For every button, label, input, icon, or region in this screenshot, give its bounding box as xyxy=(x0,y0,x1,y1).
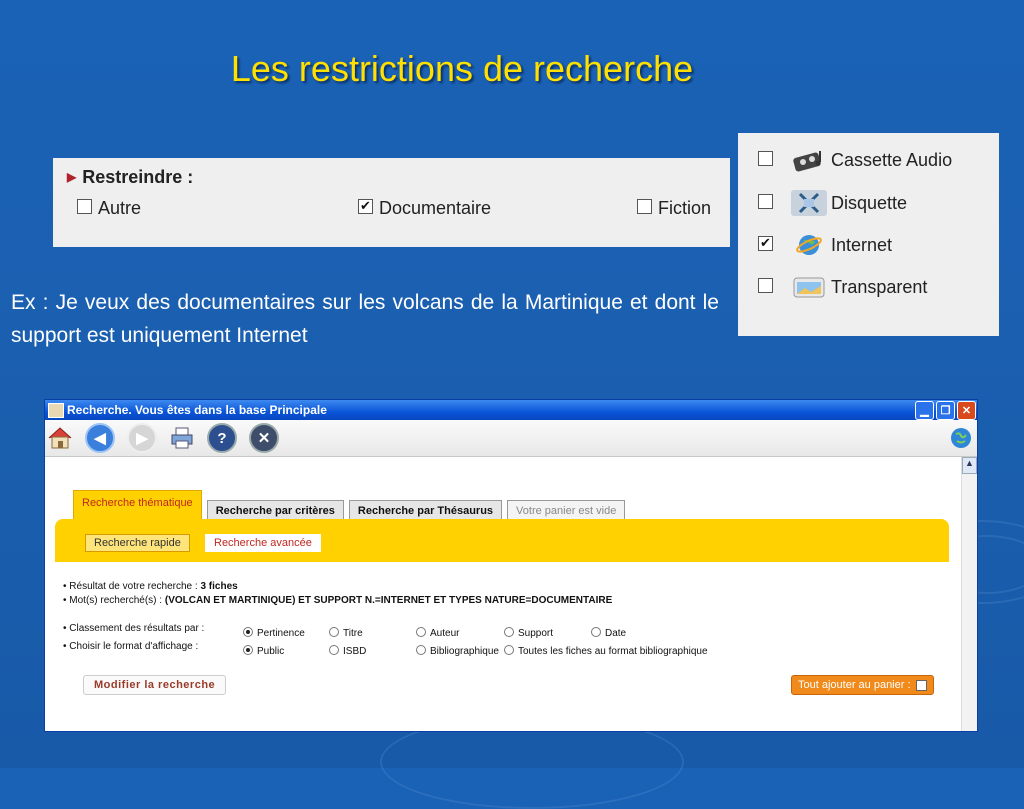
query-line: • Mot(s) recherché(s) : (VOLCAN ET MARTINIQUE) ET SUPPORT N.=INTERNET ET TYPES NATURE=DOCUMENTAIRE xyxy=(63,595,613,606)
radio-sort-auteur[interactable]: Auteur xyxy=(416,626,459,639)
radio-sort-titre[interactable]: Titre xyxy=(329,626,363,639)
radio-format-bibliographique[interactable]: Bibliographique xyxy=(416,644,499,657)
checkbox-box[interactable] xyxy=(758,278,773,293)
close-icon[interactable]: ✕ xyxy=(249,423,279,453)
transparency-icon xyxy=(791,274,827,300)
cassette-icon xyxy=(791,147,827,173)
tab-recherche-par-thesaurus[interactable]: Recherche par Thésaurus xyxy=(349,500,502,521)
radio-sort-pertinence[interactable]: Pertinence xyxy=(243,626,305,639)
radio-unselected[interactable] xyxy=(416,627,426,637)
subtab-bar xyxy=(55,519,949,562)
checkbox-box[interactable] xyxy=(77,199,92,214)
floppy-icon xyxy=(791,190,827,216)
main-content xyxy=(45,457,961,731)
checkbox-fiction[interactable]: Fiction xyxy=(637,198,711,219)
tout-ajouter-panier-button[interactable]: Tout ajouter au panier : xyxy=(791,675,934,695)
checkbox-internet[interactable]: ✔ Internet xyxy=(758,232,892,258)
radio-unselected[interactable] xyxy=(504,645,514,655)
tab-bar xyxy=(73,490,630,521)
checkbox-autre[interactable]: Autre xyxy=(77,198,141,219)
tab-panier[interactable]: Votre panier est vide xyxy=(507,500,625,521)
vertical-scrollbar[interactable] xyxy=(961,457,977,731)
restreindre-header: ▶ Restreindre : xyxy=(67,167,194,187)
checkbox-disquette[interactable]: Disquette xyxy=(758,190,907,216)
radio-format-isbd[interactable]: ISBD xyxy=(329,644,366,657)
radio-selected[interactable] xyxy=(243,627,253,637)
minimize-button[interactable]: ▁ xyxy=(915,401,934,420)
radio-unselected[interactable] xyxy=(329,645,339,655)
checkbox-box[interactable] xyxy=(758,151,773,166)
triangle-right-icon: ▶ xyxy=(67,170,77,184)
window-title: Recherche. Vous êtes dans la base Principale xyxy=(67,403,327,417)
sort-label: • Classement des résultats par : xyxy=(63,623,205,634)
home-icon[interactable] xyxy=(47,425,73,451)
add-all-checkbox[interactable] xyxy=(916,680,927,691)
toolbar xyxy=(45,420,977,457)
radio-unselected[interactable] xyxy=(416,645,426,655)
result-count-line: • Résultat de votre recherche : 3 fiches xyxy=(63,581,238,592)
internet-icon xyxy=(791,232,827,258)
globe-icon[interactable] xyxy=(951,428,971,448)
checkbox-box[interactable] xyxy=(637,199,652,214)
radio-format-toutes-fiches[interactable]: Toutes les fiches au format bibliographique xyxy=(504,644,708,657)
radio-selected[interactable] xyxy=(243,645,253,655)
window-titlebar xyxy=(45,400,977,420)
radio-sort-support[interactable]: Support xyxy=(504,626,553,639)
back-icon[interactable]: ◀ xyxy=(85,423,115,453)
help-icon[interactable]: ? xyxy=(207,423,237,453)
close-window-button[interactable]: ✕ xyxy=(957,401,976,420)
forward-icon[interactable]: ▶ xyxy=(127,423,157,453)
print-icon[interactable] xyxy=(169,425,195,451)
checkbox-box-checked[interactable]: ✔ xyxy=(358,199,373,214)
radio-sort-date[interactable]: Date xyxy=(591,626,626,639)
recherche-avancee-button[interactable]: Recherche avancée xyxy=(205,534,321,552)
restreindre-panel xyxy=(53,158,730,247)
radio-unselected[interactable] xyxy=(591,627,601,637)
search-window xyxy=(44,399,978,732)
support-panel xyxy=(738,133,999,336)
format-label: • Choisir le format d'affichage : xyxy=(63,641,199,652)
checkbox-cassette-audio[interactable]: Cassette Audio xyxy=(758,147,952,173)
tab-recherche-par-criteres[interactable]: Recherche par critères xyxy=(207,500,344,521)
app-icon xyxy=(48,403,64,418)
slide-title: Les restrictions de recherche xyxy=(230,48,694,89)
tab-recherche-thematique[interactable]: Recherche thématique xyxy=(73,490,202,521)
checkbox-documentaire[interactable]: ✔ Documentaire xyxy=(358,198,491,219)
checkbox-box[interactable] xyxy=(758,194,773,209)
recherche-rapide-button[interactable]: Recherche rapide xyxy=(85,534,190,552)
radio-unselected[interactable] xyxy=(504,627,514,637)
radio-unselected[interactable] xyxy=(329,627,339,637)
checkbox-box-checked[interactable]: ✔ xyxy=(758,236,773,251)
radio-format-public[interactable]: Public xyxy=(243,644,284,657)
checkbox-transparent[interactable]: Transparent xyxy=(758,274,927,300)
scroll-up-icon[interactable]: ▲ xyxy=(962,457,977,474)
modifier-recherche-button[interactable]: Modifier la recherche xyxy=(83,675,226,695)
example-text: Ex : Je veux des documentaires sur les volcans de la Martinique et dont le support est uniquement Internet xyxy=(11,291,719,347)
restore-button[interactable]: ❐ xyxy=(936,401,955,420)
